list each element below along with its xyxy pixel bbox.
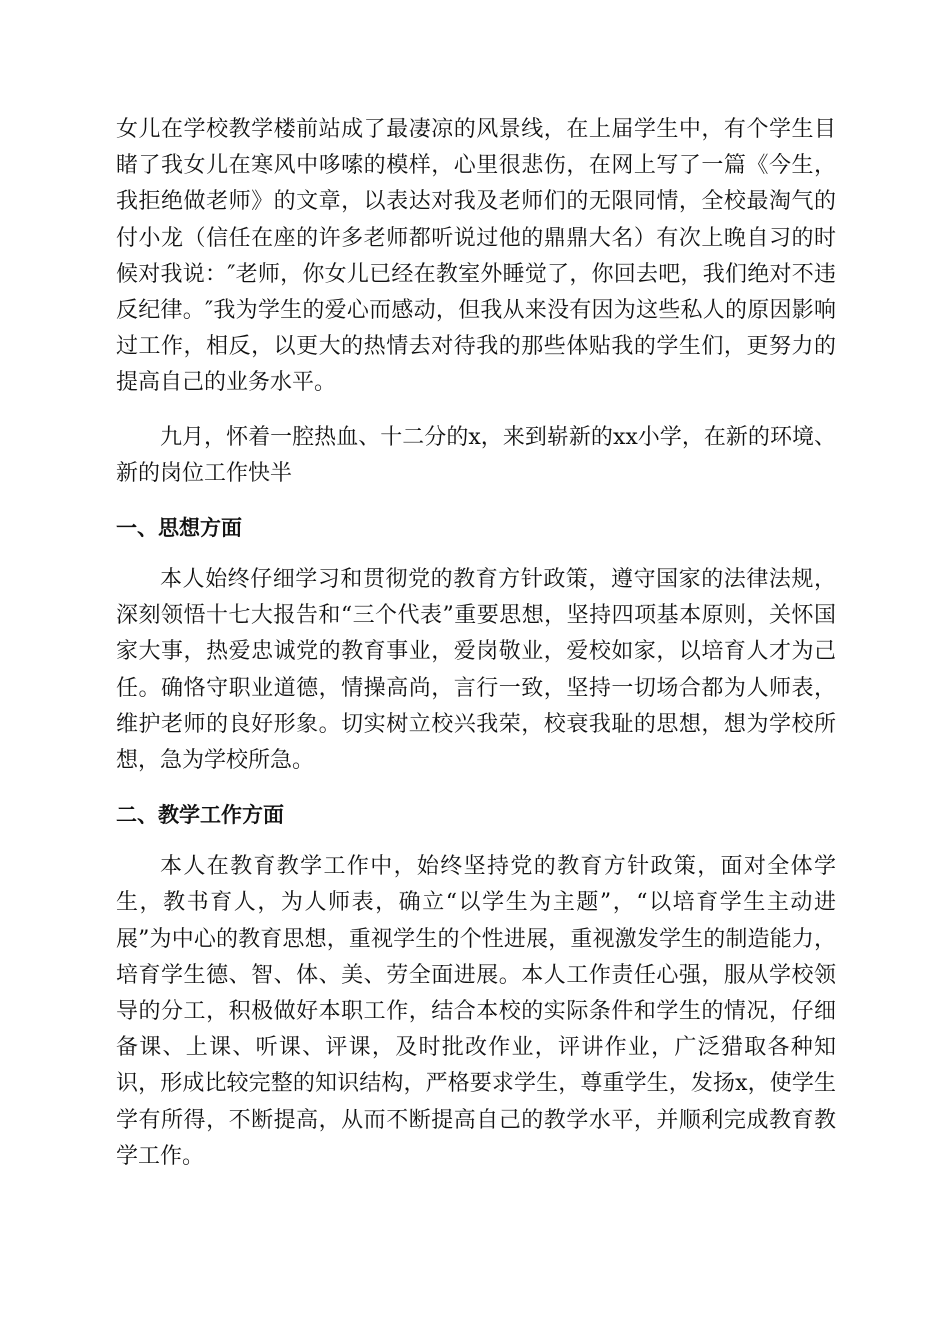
paragraph-september: 九月，怀着一腔热血、十二分的x，来到崭新的xx小学，在新的环境、新的岗位工作快半: [116, 424, 836, 486]
section-heading-teaching: 二、教学工作方面: [116, 803, 284, 828]
document-body: [116, 112, 836, 1193]
paragraph-teaching: 本人在教育教学工作中，始终坚持党的教育方针政策，面对全体学生，教书育人，为人师表，确立“以学生为主题”，“以培育学生主动进展”为中心的教育思想，重视学生的个性进展，重视激发学生的制造能力，培育学生德、智、体、美、劳全面进展。本人工作责任心强，服从学校领导的分工，积极做好本职工作，结合本校的实际条件和学生的情况，仔细备课、上课、听课、评课，及时批改作业，评讲作业，广泛猎取各种知识，形成比较完整的知识结构，严格要求学生，尊重学生，发扬x，使学生学有所得，不断提高，从而不断提高自己的教学水平，并顺利完成教育教学工作。: [116, 854, 836, 1169]
paragraph-thought: 本人始终仔细学习和贯彻党的教育方针政策，遵守国家的法律法规，深刻领悟十七大报告和“三个代表”重要思想，坚持四项基本原则，关怀国家大事，热爱忠诚党的教育事业，爱岗敬业，爱校如家，以培育人才为己任。确恪守职业道德，情操高尚，言行一致，坚持一切场合都为人师表，维护老师的良好形象。切实树立校兴我荣，校衰我耻的思想，想为学校所想，急为学校所急。: [116, 567, 836, 774]
paragraph-continuation: 女儿在学校教学楼前站成了最凄凉的风景线，在上届学生中，有个学生目睹了我女儿在寒风中哆嗦的模样，心里很悲伤，在网上写了一篇《今生，我拒绝做老师》的文章，以表达对我及老师们的无限同情，全校最淘气的付小龙（信任在座的许多老师都听说过他的鼎鼎大名）有次上晚自习的时候对我说：″老师，你女儿已经在教室外睡觉了，你回去吧，我们绝对不违反纪律。″我为学生的爱心而感动，但我从来没有因为这些私人的原因影响过工作，相反，以更大的热情去对待我的那些体贴我的学生们，更努力的提高自己的业务水平。: [116, 117, 836, 396]
section-heading-thought: 一、思想方面: [116, 516, 242, 541]
